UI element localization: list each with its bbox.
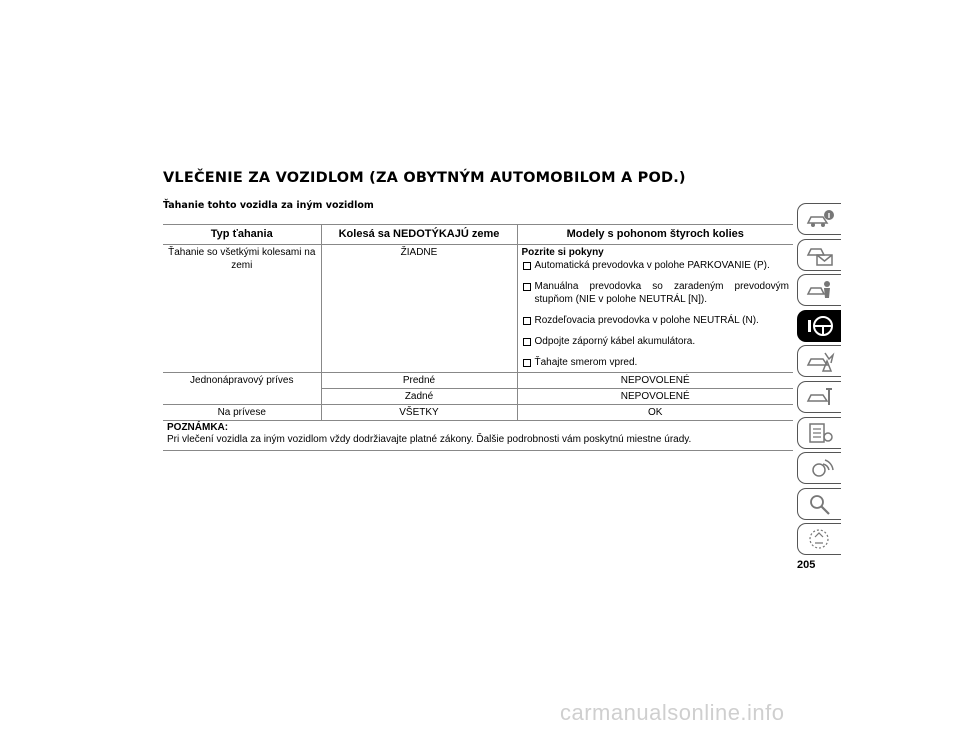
header-wheels-off-ground: Kolesá sa NEDOTÝKAJÚ zeme: [321, 225, 517, 245]
table-row: [163, 373, 793, 389]
car-mail-icon: [805, 243, 835, 267]
language-index-icon: [805, 527, 835, 551]
list-item: Odpojte záporný kábel akumulátora.: [522, 335, 790, 348]
instructions-list: [522, 259, 790, 369]
tow-type-flat: Ťahanie so všetkými kolesami na zemi: [163, 245, 321, 373]
chapter-tabs: [797, 203, 841, 559]
car-crash-icon: [805, 349, 835, 373]
list-item: Automatická prevodovka v polohe PARKOVANIE (P).: [522, 259, 790, 272]
tab-multimedia[interactable]: [797, 452, 841, 484]
value-front: NEPOVOLENÉ: [517, 373, 793, 389]
tab-car-crash[interactable]: [797, 345, 841, 377]
towing-table: [163, 224, 793, 451]
tab-language-index[interactable]: [797, 523, 841, 555]
value-rear: NEPOVOLENÉ: [517, 389, 793, 405]
tab-search[interactable]: [797, 488, 841, 520]
checkbox-bullet-icon: [523, 359, 531, 367]
instructions-head: Pozrite si pokyny: [521, 247, 604, 258]
specifications-list-icon: [805, 421, 835, 445]
list-item: Ťahajte smerom vpred.: [522, 356, 790, 369]
note-row: [163, 421, 793, 451]
tow-type-dolly: Jednonápravový príves: [163, 373, 321, 405]
table-header-row: [163, 225, 793, 245]
wheels-all: VŠETKY: [321, 405, 517, 421]
checkbox-bullet-icon: [523, 338, 531, 346]
instructions-cell: [517, 245, 793, 373]
header-tow-type: Typ ťahania: [163, 225, 321, 245]
page-title: VLEČENIE ZA VOZIDLOM (ZA OBYTNÝM AUTOMOBILOM A POD.): [163, 170, 686, 186]
list-item: Manuálna prevodovka so zaradeným prevodovým stupňom (NIE v polohe NEUTRÁL [N]).: [522, 280, 790, 306]
checkbox-bullet-icon: [523, 283, 531, 291]
multimedia-icon: [805, 456, 835, 480]
wheels-none: ŽIADNE: [321, 245, 517, 373]
tab-car-info[interactable]: [797, 203, 841, 235]
tow-type-trailer: Na prívese: [163, 405, 321, 421]
note-text: Pri vlečení vozidla za iným vozidlom vždy dodržiavajte platné zákony. Ďalšie podrobnosti vám poskytnú miestne úrady.: [167, 434, 692, 445]
note-cell: [163, 421, 793, 451]
tab-car-service[interactable]: [797, 381, 841, 413]
search-icon: [805, 492, 835, 516]
table-row: [163, 245, 793, 373]
tab-car-safety[interactable]: [797, 274, 841, 306]
value-trailer: OK: [517, 405, 793, 421]
car-service-icon: [805, 385, 835, 409]
tab-steering[interactable]: [797, 310, 841, 342]
car-safety-icon: [805, 278, 835, 302]
section-title: Ťahanie tohto vozidla za iným vozidlom: [163, 200, 374, 211]
tab-specifications[interactable]: [797, 417, 841, 449]
wheels-front: Predné: [321, 373, 517, 389]
page-number: 205: [797, 559, 816, 571]
note-head: POZNÁMKA:: [167, 422, 229, 433]
checkbox-bullet-icon: [523, 317, 531, 325]
watermark: carmanualsonline.info: [560, 700, 785, 725]
wheels-rear: Zadné: [321, 389, 517, 405]
car-info-icon: [805, 207, 835, 231]
checkbox-bullet-icon: [523, 262, 531, 270]
header-4wd-models: Modely s pohonom štyroch kolies: [517, 225, 793, 245]
list-item: Rozdeľovacia prevodovka v polohe NEUTRÁL (N).: [522, 314, 790, 327]
steering-wheel-icon: [805, 314, 835, 338]
tab-car-mail[interactable]: [797, 239, 841, 271]
table-row: [163, 405, 793, 421]
